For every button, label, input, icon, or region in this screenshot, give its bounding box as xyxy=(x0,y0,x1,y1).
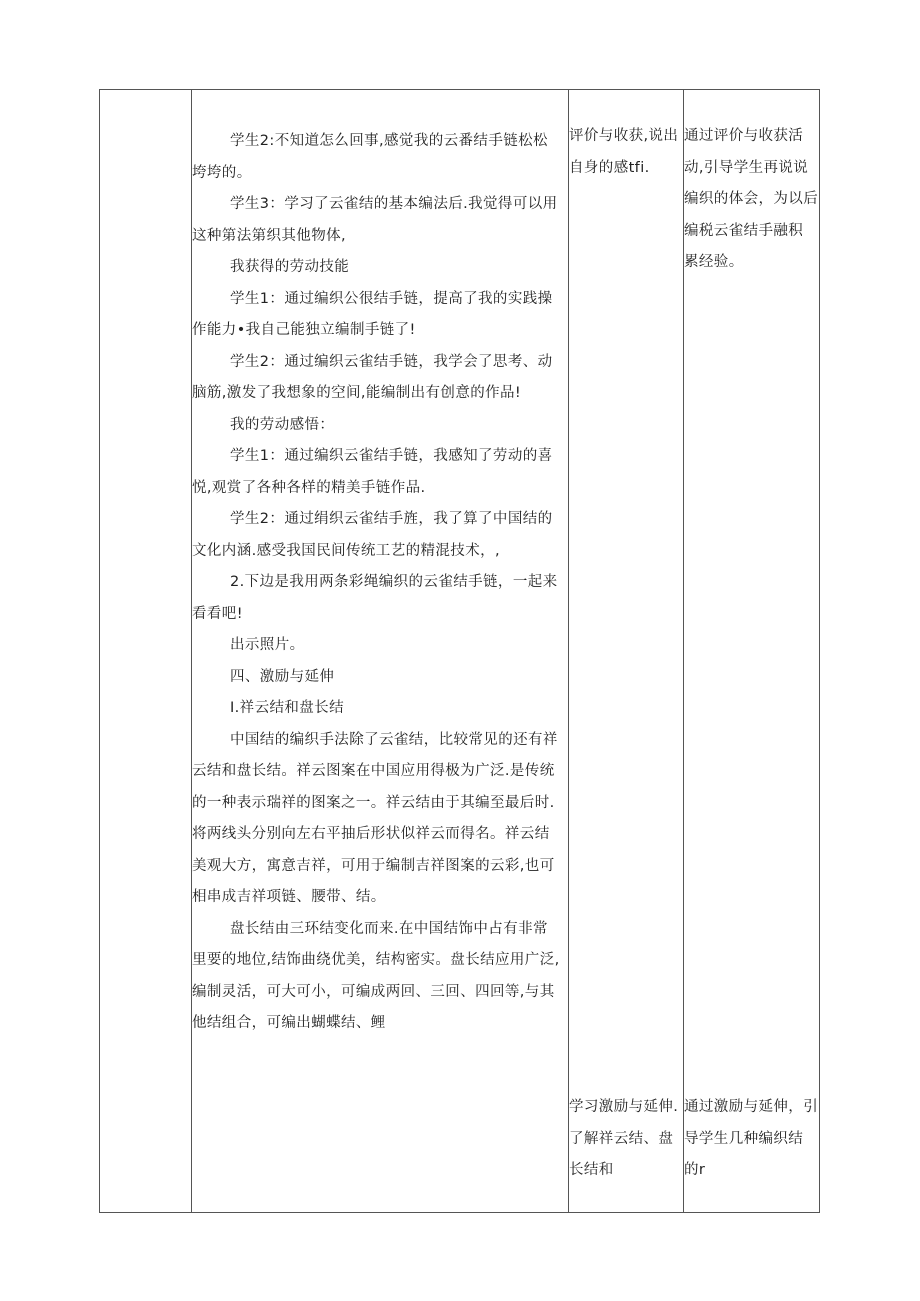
activity-line: 长结和 xyxy=(569,1162,614,1178)
lesson-table xyxy=(99,89,820,1213)
intent-line: 通过评价与收获活 xyxy=(684,128,804,144)
text-line: 垮垮的。 xyxy=(192,164,252,181)
activity-block-evaluation xyxy=(569,121,684,184)
intent-line: 编织的体会，为以后 xyxy=(684,191,819,207)
text-line: I.祥云结和盘长结 xyxy=(230,700,344,716)
text-line: 他结组合，可编出蝴蝶结、鲤 xyxy=(192,1015,386,1031)
text-line: 学生2：通过编织云雀结手链，我学会了思考、动 xyxy=(230,353,553,370)
intent-line: 导学生几种编织结 xyxy=(684,1130,804,1147)
intent-block-evaluation xyxy=(684,121,820,279)
text-line: 编制灵活，可大可小，可编成两回、三回、四回等,与其 xyxy=(192,983,555,1000)
text-line: 学生2：通过绢织云雀结手旌，我了算了中国结的 xyxy=(230,511,553,527)
text-line: 盘长结由三环结变化而来.在中国结饰中占有非常 xyxy=(230,920,548,937)
activity-line: 评价与收获,说出 xyxy=(569,128,679,144)
text-line: 美观大方，寓意吉祥，可用于编制吉祥图案的云彩,也可 xyxy=(192,857,555,874)
text-line: 云结和盘长结。祥云图案在中国应用得极为广泛.是传统 xyxy=(192,763,555,779)
teaching-process-cell xyxy=(192,90,569,1040)
text-line: 2.下边是我用两条彩绳编织的云雀结手链，一起来 xyxy=(230,574,558,590)
text-line: 的一种表示瑞祥的图案之一。祥云结由于其编至最后时. xyxy=(192,794,555,811)
intent-line: 编税云雀结手融积 xyxy=(684,222,804,239)
text-line: 将两线头分别向左右平抽后形状似祥云而得名。祥云结 xyxy=(192,826,550,842)
intent-line: 累经验。 xyxy=(684,254,744,270)
activity-line: 学习激励与延伸. xyxy=(569,1099,679,1115)
text-line: 中国结的编织手法除了云雀结，比较常见的还有祥 xyxy=(230,731,558,748)
text-line: 脑筋,激发了我想象的空间,能编制出有创意的作品! xyxy=(192,385,522,401)
activity-line: 了解祥云结、盘 xyxy=(569,1130,674,1147)
text-line: 看看吧! xyxy=(192,605,243,622)
text-line: 学生1：通过编织公很结手链，提高了我的实践操 xyxy=(230,290,553,307)
intent-line: 的r xyxy=(684,1162,706,1178)
intent-block-extension xyxy=(684,1092,820,1187)
text-line: 悦,观赏了各种各样的精美手链作品. xyxy=(192,479,426,496)
activity-line: 自身的感tfi. xyxy=(569,159,650,176)
text-line: 学生3：学习了云雀结的基本编法后.我觉得可以用 xyxy=(230,196,558,212)
text-line: 这种第法第织其他物体, xyxy=(192,227,347,244)
text-line: 文化内涵.感受我国民间传统工艺的精混技术，, xyxy=(192,542,501,559)
text-line: 我的劳动感悟： xyxy=(230,416,335,433)
text-line: 学生2:不知道怎么回事,感觉我的云番结手链松松 xyxy=(230,133,548,149)
intent-line: 动,引导学生再说说 xyxy=(684,159,809,176)
text-line: 出示照片。 xyxy=(230,637,305,653)
text-line: 作能力•我自己能独立编制手链了! xyxy=(192,322,416,338)
text-line: 我获得的劳动技能 xyxy=(230,259,350,275)
text-line: 四、激励与延伸 xyxy=(230,668,335,685)
text-line: 相串成吉祥项链、腰带、结。 xyxy=(192,889,386,905)
activity-block-extension xyxy=(569,1092,684,1187)
intent-line: 通过激励与延伸，引 xyxy=(684,1099,819,1115)
text-line: 学生1：通过编织云雀结手链，我感知了劳动的喜 xyxy=(230,448,553,464)
text-line: 里要的地位,结饰曲绕优美，结构密实。盘长结应用广泛, xyxy=(192,952,560,968)
